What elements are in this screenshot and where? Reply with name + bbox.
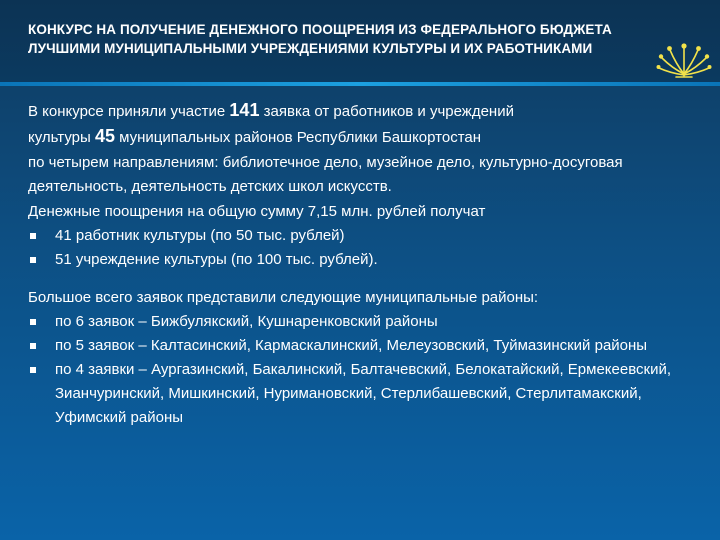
intro-text-3: культуры	[28, 129, 95, 146]
districts-intro: Большое всего заявок представили следующие муниципальные районы:	[28, 289, 539, 306]
districts-list	[28, 310, 688, 430]
list-item: по 4 заявки – Аургазинский, Бакалинский, Балтачевский, Белокатайский, Ермекеевский, Зианчуринский, Мишкинский, Нуримановский, Стерлибашевский, Стерлитамакский, Уфимский районы	[28, 358, 688, 430]
awards-intro: Денежные поощрения на общую сумму 7,15 млн. рублей получат	[28, 203, 486, 220]
slide-title	[28, 20, 668, 58]
intro-text-1: В конкурсе приняли участие	[28, 103, 230, 120]
kurai-flower-icon	[656, 38, 712, 78]
awards-list	[28, 224, 688, 272]
list-item: по 6 заявок – Бижбулякский, Кушнаренковский районы	[28, 310, 688, 334]
header-bar	[0, 0, 720, 84]
intro-text-2: заявка от работников и учреждений	[259, 103, 514, 120]
applications-count: 141	[229, 100, 260, 120]
header-divider	[0, 82, 720, 86]
slide-title-line-1: КОНКУРС НА ПОЛУЧЕНИЕ ДЕНЕЖНОГО ПООЩРЕНИЯ ИЗ ФЕДЕРАЛЬНОГО БЮДЖЕТА	[28, 22, 612, 37]
list-item: 41 работник культуры (по 50 тыс. рублей)	[28, 224, 688, 248]
list-item: по 5 заявок – Калтасинский, Кармаскалинский, Мелеузовский, Туймазинский районы	[28, 334, 688, 358]
districts-count: 45	[94, 126, 115, 146]
intro-line-2	[28, 124, 688, 150]
directions-text: по четырем направлениям: библиотечное дело, музейное дело, культурно-досуговая деятельность, деятельность детских школ искусств.	[28, 154, 623, 195]
intro-text-4: муниципальных районов Республики Башкортостан	[115, 129, 482, 146]
slide-body	[28, 98, 688, 430]
intro-line-1	[28, 98, 688, 124]
slide-title-line-2: ЛУЧШИМИ МУНИЦИПАЛЬНЫМИ УЧРЕЖДЕНИЯМИ КУЛЬТУРЫ И ИХ РАБОТНИКАМИ	[28, 41, 593, 56]
list-item: 51 учреждение культуры (по 100 тыс. рублей).	[28, 248, 688, 272]
